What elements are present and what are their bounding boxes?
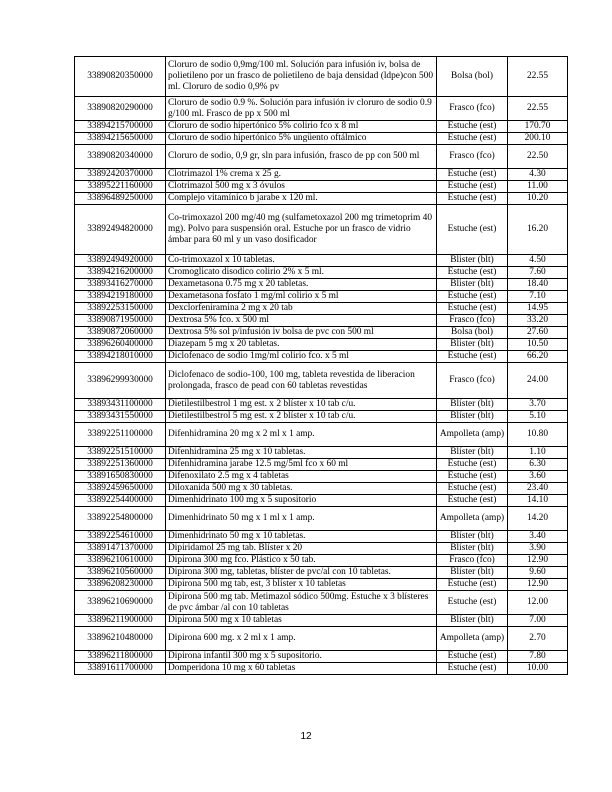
table-row bbox=[75, 327, 568, 339]
price-cell: 22.50 bbox=[508, 145, 568, 169]
presentation-cell: Estuche (est) bbox=[437, 181, 508, 193]
description-cell: Domperidona 10 mg x 60 tabletas bbox=[166, 663, 437, 675]
table-row bbox=[75, 615, 568, 627]
product-code-cell: 33896210610000 bbox=[75, 555, 166, 567]
price-cell: 7.80 bbox=[508, 651, 568, 663]
presentation-cell: Estuche (est) bbox=[437, 169, 508, 181]
product-code-cell: 33890872060000 bbox=[75, 327, 166, 339]
description-cell: Cloruro de sodio 0.9 %. Solución para infusión iv cloruro de sodio 0.9 g/100 ml. Frasco de pp x 500 ml bbox=[166, 97, 437, 121]
product-code-cell: 33892494920000 bbox=[75, 255, 166, 267]
table-row bbox=[75, 411, 568, 423]
description-cell: Dietilestilbestrol 5 mg est. x 2 blíster x 10 tab c/u. bbox=[166, 411, 437, 423]
table-row bbox=[75, 591, 568, 615]
product-code-cell: 33896211900000 bbox=[75, 615, 166, 627]
price-cell: 3.90 bbox=[508, 543, 568, 555]
product-code-cell: 33896208230000 bbox=[75, 579, 166, 591]
description-cell: Dimenhidrinato 50 mg x 10 tabletas. bbox=[166, 531, 437, 543]
table-row bbox=[75, 459, 568, 471]
table-row bbox=[75, 483, 568, 495]
presentation-cell: Bolsa (bol) bbox=[437, 327, 508, 339]
presentation-cell: Estuche (est) bbox=[437, 303, 508, 315]
product-code-cell: 33892494820000 bbox=[75, 205, 166, 255]
price-cell: 66.20 bbox=[508, 351, 568, 363]
table-row bbox=[75, 543, 568, 555]
price-cell: 5.10 bbox=[508, 411, 568, 423]
presentation-cell: Blíster (blt) bbox=[437, 615, 508, 627]
table-row bbox=[75, 423, 568, 447]
table-row bbox=[75, 339, 568, 351]
table-row bbox=[75, 567, 568, 579]
presentation-cell: Ampolleta (amp) bbox=[437, 507, 508, 531]
presentation-cell: Frasco (fco) bbox=[437, 363, 508, 399]
description-cell: Clotrimazol 500 mg x 3 óvulos bbox=[166, 181, 437, 193]
price-cell: 22.55 bbox=[508, 57, 568, 97]
description-cell: Dextrosa 5% sol p/infusión iv bolsa de pvc con 500 ml bbox=[166, 327, 437, 339]
table-row bbox=[75, 315, 568, 327]
product-code-cell: 33896299930000 bbox=[75, 363, 166, 399]
price-cell: 11.00 bbox=[508, 181, 568, 193]
price-cell: 27.60 bbox=[508, 327, 568, 339]
price-cell: 14.10 bbox=[508, 495, 568, 507]
table-row bbox=[75, 555, 568, 567]
presentation-cell: Estuche (est) bbox=[437, 205, 508, 255]
description-cell: Diloxanida 500 mg x 30 tabletas. bbox=[166, 483, 437, 495]
description-cell: Complejo vitamínico b jarabe x 120 ml. bbox=[166, 193, 437, 205]
table-row bbox=[75, 145, 568, 169]
description-cell: Dietilestilbestrol 1 mg est. x 2 blíster x 10 tab c/u. bbox=[166, 399, 437, 411]
description-cell: Difenhidramina jarabe 12.5 mg/5ml fco x 60 ml bbox=[166, 459, 437, 471]
description-cell: Diclofenaco de sodio-100, 100 mg, tableta revestida de liberacion prolongada, frasco de pead con 60 tabletas revestidas bbox=[166, 363, 437, 399]
presentation-cell: Blister (blt) bbox=[437, 339, 508, 351]
price-cell: 33.20 bbox=[508, 315, 568, 327]
description-cell: Dipirona 300 mg fco. Plástico x 50 tab. bbox=[166, 555, 437, 567]
table-row bbox=[75, 495, 568, 507]
presentation-cell: Estuche (est) bbox=[437, 133, 508, 145]
product-code-cell: 33890820290000 bbox=[75, 97, 166, 121]
description-cell: Dexametasona fosfato 1 mg/ml colirio x 5 ml bbox=[166, 291, 437, 303]
product-code-cell: 33891650830000 bbox=[75, 471, 166, 483]
presentation-cell: Frasco (fco) bbox=[437, 145, 508, 169]
product-code-cell: 33895221160000 bbox=[75, 181, 166, 193]
price-cell: 7.00 bbox=[508, 615, 568, 627]
price-cell: 1.10 bbox=[508, 447, 568, 459]
product-code-cell: 33892254400000 bbox=[75, 495, 166, 507]
price-cell: 10.00 bbox=[508, 663, 568, 675]
presentation-cell: Blíster (blt) bbox=[437, 447, 508, 459]
product-code-cell: 33892420370000 bbox=[75, 169, 166, 181]
presentation-cell: Blíster (blt) bbox=[437, 531, 508, 543]
presentation-cell: Blíster (blt) bbox=[437, 567, 508, 579]
description-cell: Difenhidramina 20 mg x 2 ml x 1 amp. bbox=[166, 423, 437, 447]
description-cell: Dextrosa 5% fco. x 500 ml bbox=[166, 315, 437, 327]
price-cell: 10.80 bbox=[508, 423, 568, 447]
description-cell: Dipirona 300 mg, tabletas, blíster de pvc/al con 10 tabletas. bbox=[166, 567, 437, 579]
presentation-cell: Blíster (blt) bbox=[437, 543, 508, 555]
presentation-cell: Estuche (est) bbox=[437, 591, 508, 615]
description-cell: Cromoglicato disodico colirio 2% x 5 ml. bbox=[166, 267, 437, 279]
table-row bbox=[75, 97, 568, 121]
product-code-cell: 33896260400000 bbox=[75, 339, 166, 351]
price-cell: 14.20 bbox=[508, 507, 568, 531]
description-cell: Cloruro de sodio hipertónico 5% ungüento oftálmico bbox=[166, 133, 437, 145]
price-cell: 3.60 bbox=[508, 471, 568, 483]
price-cell: 4.30 bbox=[508, 169, 568, 181]
product-code-cell: 33896211800000 bbox=[75, 651, 166, 663]
presentation-cell: Estuche (est) bbox=[437, 483, 508, 495]
presentation-cell: Ampolleta (amp) bbox=[437, 423, 508, 447]
price-cell: 23.40 bbox=[508, 483, 568, 495]
price-cell: 200.10 bbox=[508, 133, 568, 145]
presentation-cell: Ampolleta (amp) bbox=[437, 627, 508, 651]
description-cell: Difenhidramina 25 mg x 10 tabletas. bbox=[166, 447, 437, 459]
presentation-cell: Blíster (blt) bbox=[437, 411, 508, 423]
product-code-cell: 33893416270000 bbox=[75, 279, 166, 291]
presentation-cell: Estuche (est) bbox=[437, 121, 508, 133]
product-code-cell: 33896210690000 bbox=[75, 591, 166, 615]
product-code-cell: 33894219180000 bbox=[75, 291, 166, 303]
table-row bbox=[75, 169, 568, 181]
product-code-cell: 33892253150000 bbox=[75, 303, 166, 315]
product-code-cell: 33893431100000 bbox=[75, 399, 166, 411]
price-cell: 22.55 bbox=[508, 97, 568, 121]
price-cell: 18.40 bbox=[508, 279, 568, 291]
table-row bbox=[75, 255, 568, 267]
product-code-cell: 33894215650000 bbox=[75, 133, 166, 145]
price-cell: 12.90 bbox=[508, 579, 568, 591]
price-cell: 7.60 bbox=[508, 267, 568, 279]
description-cell: Diclofenaco de sodio 1mg/ml colirio fco. x 5 ml bbox=[166, 351, 437, 363]
table-row bbox=[75, 651, 568, 663]
product-code-cell: 33894215700000 bbox=[75, 121, 166, 133]
presentation-cell: Frasco (fco) bbox=[437, 97, 508, 121]
product-code-cell: 33892254800000 bbox=[75, 507, 166, 531]
product-code-cell: 33892459650000 bbox=[75, 483, 166, 495]
description-cell: Dimenhidrinato 50 mg x 1 ml x 1 amp. bbox=[166, 507, 437, 531]
presentation-cell: Estuche (est) bbox=[437, 459, 508, 471]
presentation-cell: Estuche (est) bbox=[437, 471, 508, 483]
table-row bbox=[75, 579, 568, 591]
table-row bbox=[75, 279, 568, 291]
product-code-cell: 33896210560000 bbox=[75, 567, 166, 579]
table-row bbox=[75, 57, 568, 97]
table-row bbox=[75, 205, 568, 255]
presentation-cell: Estuche (est) bbox=[437, 495, 508, 507]
product-price-table bbox=[74, 56, 568, 675]
presentation-cell: Estuche (est) bbox=[437, 193, 508, 205]
price-cell: 7.10 bbox=[508, 291, 568, 303]
product-code-cell: 33891471370000 bbox=[75, 543, 166, 555]
presentation-cell: Frasco (fco) bbox=[437, 315, 508, 327]
page-number: 12 bbox=[300, 731, 312, 742]
product-code-cell: 33891611700000 bbox=[75, 663, 166, 675]
price-cell: 9.60 bbox=[508, 567, 568, 579]
product-code-cell: 33896210480000 bbox=[75, 627, 166, 651]
presentation-cell: Blister (blt) bbox=[437, 255, 508, 267]
price-cell: 2.70 bbox=[508, 627, 568, 651]
price-cell: 14.95 bbox=[508, 303, 568, 315]
table-row bbox=[75, 627, 568, 651]
table-row bbox=[75, 133, 568, 145]
presentation-cell: Bolsa (bol) bbox=[437, 57, 508, 97]
price-cell: 24.00 bbox=[508, 363, 568, 399]
description-cell: Cloruro de sodio hipertónico 5% colirio fco x 8 ml bbox=[166, 121, 437, 133]
description-cell: Dexametasona 0.75 mg x 20 tabletas. bbox=[166, 279, 437, 291]
presentation-cell: Frasco (fco) bbox=[437, 555, 508, 567]
table-row bbox=[75, 663, 568, 675]
presentation-cell: Estuche (est) bbox=[437, 291, 508, 303]
product-code-cell: 33892251360000 bbox=[75, 459, 166, 471]
description-cell: Cloruro de sodio 0,9mg/100 ml. Solución para infusión iv, bolsa de polietileno por un frasco de polietileno de baja densidad (ldpe)con 500 ml. Cloruro de sodio 0,9% pv bbox=[166, 57, 437, 97]
price-cell: 12.00 bbox=[508, 591, 568, 615]
presentation-cell: Blíster (blt) bbox=[437, 399, 508, 411]
table-row bbox=[75, 447, 568, 459]
product-code-cell: 33894218010000 bbox=[75, 351, 166, 363]
product-code-cell: 33892254610000 bbox=[75, 531, 166, 543]
description-cell: Dipirona 600 mg. x 2 ml x 1 amp. bbox=[166, 627, 437, 651]
price-cell: 4.50 bbox=[508, 255, 568, 267]
description-cell: Dipirona infantil 300 mg x 5 supositorio. bbox=[166, 651, 437, 663]
product-code-cell: 33893431550000 bbox=[75, 411, 166, 423]
product-code-cell: 33892251510000 bbox=[75, 447, 166, 459]
table-row bbox=[75, 531, 568, 543]
table-row bbox=[75, 399, 568, 411]
description-cell: Clotrimazol 1% crema x 25 g. bbox=[166, 169, 437, 181]
description-cell: Dexclorfeniramina 2 mg x 20 tab bbox=[166, 303, 437, 315]
presentation-cell: Estuche (est) bbox=[437, 663, 508, 675]
presentation-cell: Blister (blt) bbox=[437, 279, 508, 291]
table-body bbox=[75, 57, 568, 675]
description-cell: Dipirona 500 mg tab. Metimazol sódico 500mg. Estuche x 3 blísteres de pvc ámbar /al con 10 tabletas bbox=[166, 591, 437, 615]
table-row bbox=[75, 351, 568, 363]
product-code-cell: 33892251100000 bbox=[75, 423, 166, 447]
presentation-cell: Estuche (est) bbox=[437, 579, 508, 591]
product-code-cell: 33896489250000 bbox=[75, 193, 166, 205]
presentation-cell: Estuche (est) bbox=[437, 267, 508, 279]
description-cell: Diazepam 5 mg x 20 tabletas. bbox=[166, 339, 437, 351]
table-row bbox=[75, 471, 568, 483]
presentation-cell: Estuche (est) bbox=[437, 651, 508, 663]
table-row bbox=[75, 267, 568, 279]
description-cell: Cloruro de sodio, 0,9 gr, sln para infusión, frasco de pp con 500 ml bbox=[166, 145, 437, 169]
price-cell: 170.70 bbox=[508, 121, 568, 133]
price-cell: 10.50 bbox=[508, 339, 568, 351]
price-cell: 16.20 bbox=[508, 205, 568, 255]
price-cell: 3.40 bbox=[508, 531, 568, 543]
price-cell: 12.90 bbox=[508, 555, 568, 567]
table-row bbox=[75, 181, 568, 193]
product-code-cell: 33890820340000 bbox=[75, 145, 166, 169]
product-code-cell: 33894216200000 bbox=[75, 267, 166, 279]
description-cell: Dipirona 500 mg tab, est, 3 blíster x 10 tabletas bbox=[166, 579, 437, 591]
product-code-cell: 33890820350000 bbox=[75, 57, 166, 97]
description-cell: Co-trimoxazol x 10 tabletas. bbox=[166, 255, 437, 267]
price-cell: 10.20 bbox=[508, 193, 568, 205]
table-row bbox=[75, 291, 568, 303]
table-row bbox=[75, 121, 568, 133]
product-code-cell: 33890871950000 bbox=[75, 315, 166, 327]
presentation-cell: Estuche (est) bbox=[437, 351, 508, 363]
table-row bbox=[75, 363, 568, 399]
description-cell: Co-trimoxazol 200 mg/40 mg (sulfametoxazol 200 mg trimetoprim 40 mg). Polvo para suspensión oral. Estuche por un frasco de vidrio ámbar para 60 ml y un vaso dosificador bbox=[166, 205, 437, 255]
description-cell: Dipirona 500 mg x 10 tabletas bbox=[166, 615, 437, 627]
description-cell: Difenoxilato 2.5 mg x 4 tabletas bbox=[166, 471, 437, 483]
price-cell: 6.30 bbox=[508, 459, 568, 471]
description-cell: Dimenhidrinato 100 mg x 5 supositorio bbox=[166, 495, 437, 507]
price-cell: 3.70 bbox=[508, 399, 568, 411]
description-cell: Dipiridamol 25 mg tab. Blíster x 20 bbox=[166, 543, 437, 555]
table-row bbox=[75, 193, 568, 205]
table-row bbox=[75, 303, 568, 315]
table-row bbox=[75, 507, 568, 531]
